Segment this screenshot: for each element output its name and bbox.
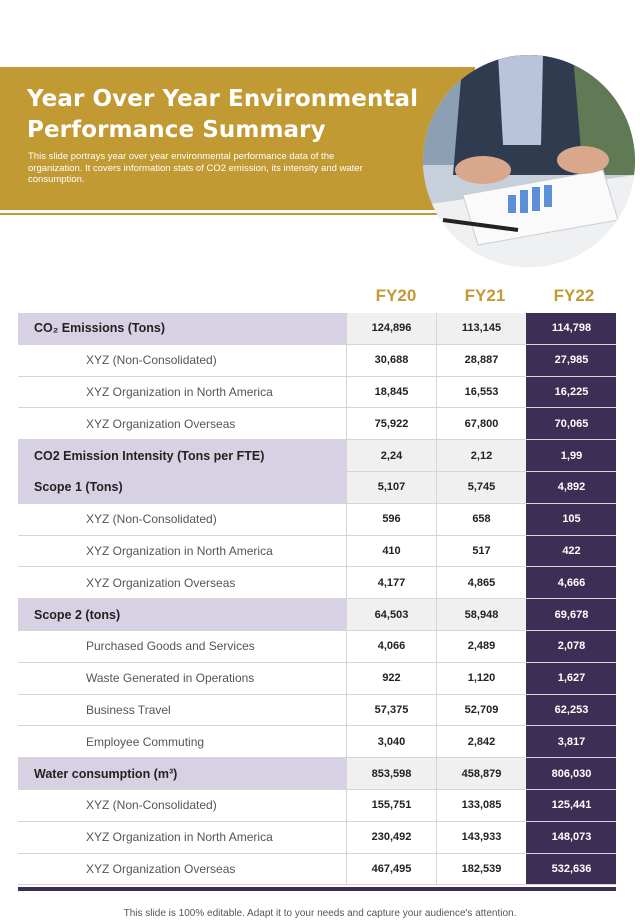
cell-fy20: 596	[346, 504, 436, 535]
cell-fy21: 2,12	[436, 440, 526, 471]
cell-fy22: 70,065	[526, 408, 616, 439]
row-label: Water consumption (m³)	[18, 758, 346, 789]
row-label: Scope 2 (tons)	[18, 599, 346, 630]
cell-fy20: 30,688	[346, 345, 436, 376]
cell-fy21: 16,553	[436, 377, 526, 408]
cell-fy22: 148,073	[526, 822, 616, 853]
table-row	[18, 408, 616, 440]
cell-fy22: 806,030	[526, 758, 616, 789]
column-header-fy20: FY20	[375, 286, 417, 305]
cell-fy22: 1,99	[526, 440, 616, 471]
table-section-row	[18, 440, 616, 472]
cell-fy22: 114,798	[526, 313, 616, 344]
row-label: XYZ Organization in North America	[86, 543, 273, 558]
cell-fy21: 4,865	[436, 567, 526, 598]
cell-fy22: 69,678	[526, 599, 616, 630]
table-row	[18, 377, 616, 409]
row-label: Business Travel	[86, 702, 171, 717]
cell-fy22: 62,253	[526, 695, 616, 726]
cell-fy22: 125,441	[526, 790, 616, 821]
table-section-row	[18, 758, 616, 790]
cell-fy20: 5,107	[346, 472, 436, 503]
row-label: Waste Generated in Operations	[86, 671, 255, 686]
cell-fy20: 3,040	[346, 726, 436, 757]
page-title	[27, 84, 427, 146]
page-subtitle: This slide portrays year over year environmental performance data of the organization. It covers information stats of CO2 emission, its intensity and water consumption.	[28, 151, 363, 185]
row-label: CO2 Emission Intensity (Tons per FTE)	[18, 440, 346, 471]
cell-fy20: 467,495	[346, 854, 436, 885]
cell-fy21: 5,745	[436, 472, 526, 503]
cell-fy20: 75,922	[346, 408, 436, 439]
cell-fy21: 58,948	[436, 599, 526, 630]
cell-fy22: 4,892	[526, 472, 616, 503]
cell-fy20: 155,751	[346, 790, 436, 821]
cell-fy21: 182,539	[436, 854, 526, 885]
cell-fy21: 28,887	[436, 345, 526, 376]
cell-fy21: 143,933	[436, 822, 526, 853]
cell-fy20: 230,492	[346, 822, 436, 853]
cell-fy21: 2,842	[436, 726, 526, 757]
row-label: XYZ Organization Overseas	[86, 416, 236, 431]
title-line-1: Year Over Year Environmental	[27, 86, 419, 112]
table-section-row	[18, 313, 616, 345]
table-row	[18, 695, 616, 727]
row-label: XYZ (Non-Consolidated)	[86, 798, 217, 813]
title-line-2: Performance Summary	[27, 117, 326, 143]
cell-fy21: 2,489	[436, 631, 526, 662]
business-photo	[423, 55, 635, 267]
cell-fy21: 52,709	[436, 695, 526, 726]
table-row	[18, 790, 616, 822]
table-row	[18, 567, 616, 599]
cell-fy20: 18,845	[346, 377, 436, 408]
table-section-row	[18, 599, 616, 631]
cell-fy21: 458,879	[436, 758, 526, 789]
column-header-fy21: FY21	[464, 286, 506, 305]
table-row	[18, 822, 616, 854]
cell-fy22: 4,666	[526, 567, 616, 598]
cell-fy22: 3,817	[526, 726, 616, 757]
cell-fy21: 517	[436, 536, 526, 567]
cell-fy22: 532,636	[526, 854, 616, 885]
column-header-fy22: FY22	[553, 286, 595, 305]
cell-fy20: 124,896	[346, 313, 436, 344]
table-row	[18, 631, 616, 663]
cell-fy20: 410	[346, 536, 436, 567]
row-label: Scope 1 (Tons)	[18, 472, 346, 503]
row-label: XYZ (Non-Consolidated)	[86, 353, 217, 368]
row-label: XYZ (Non-Consolidated)	[86, 512, 217, 527]
cell-fy21: 113,145	[436, 313, 526, 344]
cell-fy22: 16,225	[526, 377, 616, 408]
footer-note: This slide is 100% editable. Adapt it to your needs and capture your audience's attention.	[123, 908, 517, 919]
cell-fy22: 2,078	[526, 631, 616, 662]
cell-fy20: 853,598	[346, 758, 436, 789]
cell-fy21: 1,120	[436, 663, 526, 694]
cell-fy22: 1,627	[526, 663, 616, 694]
row-label: XYZ Organization in North America	[86, 830, 273, 845]
cell-fy21: 67,800	[436, 408, 526, 439]
cell-fy20: 57,375	[346, 695, 436, 726]
banner-rule	[0, 210, 475, 215]
cell-fy22: 27,985	[526, 345, 616, 376]
table-row	[18, 663, 616, 695]
row-label: XYZ Organization Overseas	[86, 861, 236, 876]
cell-fy20: 922	[346, 663, 436, 694]
cell-fy21: 658	[436, 504, 526, 535]
row-label: XYZ Organization Overseas	[86, 575, 236, 590]
table-section-row	[18, 472, 616, 504]
table-row	[18, 536, 616, 568]
table-row	[18, 504, 616, 536]
row-label: XYZ Organization in North America	[86, 384, 273, 399]
cell-fy22: 105	[526, 504, 616, 535]
table-row	[18, 726, 616, 758]
cell-fy22: 422	[526, 536, 616, 567]
environmental-table	[18, 313, 616, 885]
cell-fy21: 133,085	[436, 790, 526, 821]
cell-fy20: 2,24	[346, 440, 436, 471]
row-label: Employee Commuting	[86, 734, 205, 749]
table-row	[18, 854, 616, 886]
row-label: Purchased Goods and Services	[86, 639, 255, 654]
row-label: CO₂ Emissions (Tons)	[18, 313, 346, 344]
table-row	[18, 345, 616, 377]
cell-fy20: 4,066	[346, 631, 436, 662]
table-bottom-rule	[18, 887, 616, 891]
cell-fy20: 4,177	[346, 567, 436, 598]
cell-fy20: 64,503	[346, 599, 436, 630]
